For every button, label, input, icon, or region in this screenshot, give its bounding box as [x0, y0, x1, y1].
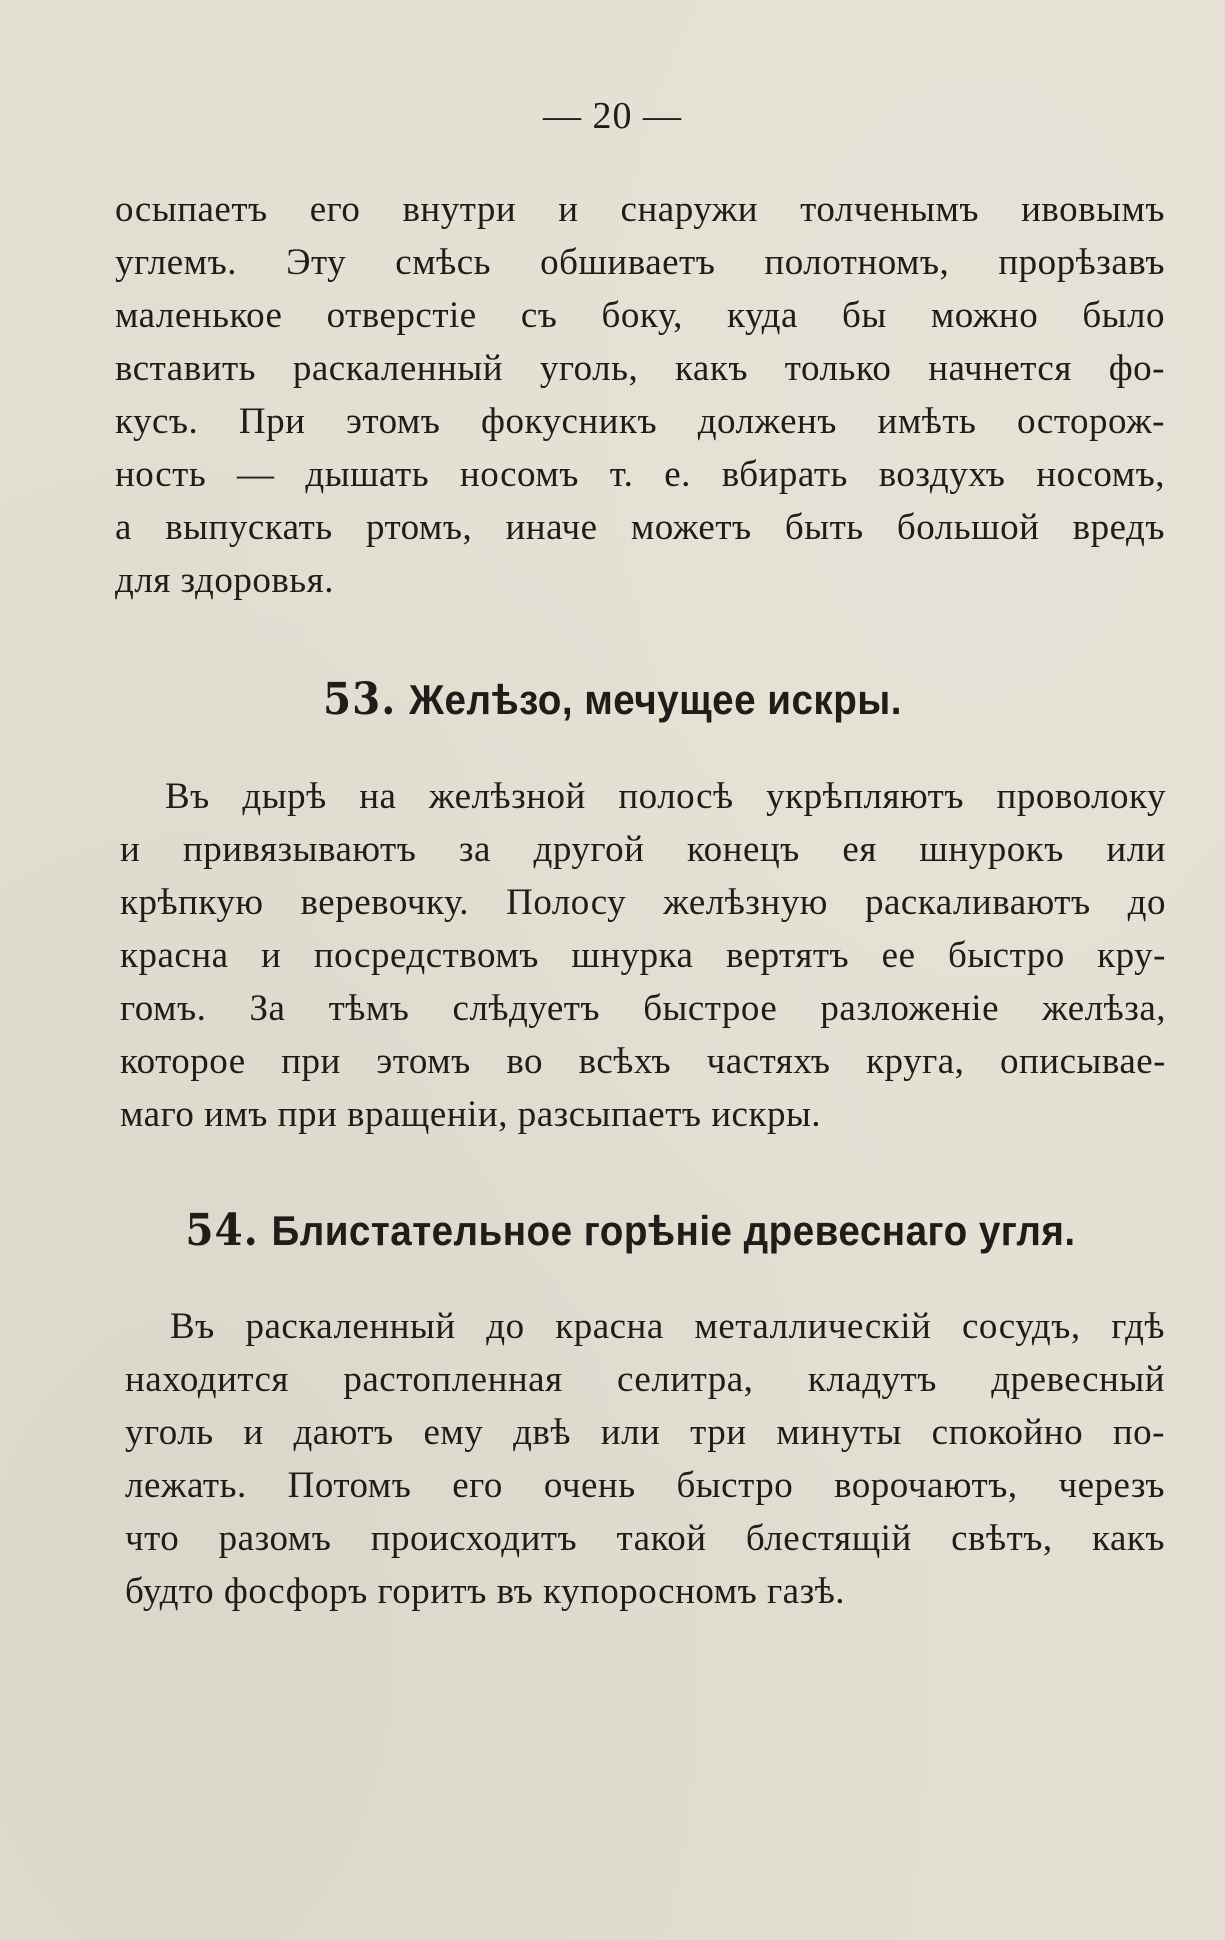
paragraph-iron-sparks [120, 770, 1166, 1141]
text-line: а выпускать ртомъ, иначе можетъ быть большой вредъ [115, 507, 1165, 548]
text-line: гомъ. За тѣмъ слѣдуетъ быстрое разложеніе желѣза, [120, 988, 1166, 1029]
section-title: Желѣзо, мечущее искры. [409, 676, 902, 723]
text-line: осыпаетъ его внутри и снаружи толченымъ ивовымъ [115, 189, 1165, 230]
text-line: что разомъ происходитъ такой блестящій свѣтъ, какъ [125, 1518, 1165, 1559]
text-line: лежать. Потомъ его очень быстро ворочаютъ, черезъ [125, 1465, 1165, 1506]
section-heading-54 [67, 1205, 1194, 1256]
text-line: углемъ. Эту смѣсь обшиваетъ полотномъ, прорѣзавъ [115, 242, 1165, 283]
section-number: 53. [323, 674, 397, 725]
paragraph-charcoal-burning [125, 1300, 1165, 1618]
text-line: вставить раскаленный уголь, какъ только начнется фо- [115, 348, 1165, 389]
text-line: кусъ. При этомъ фокусникъ долженъ имѣть осторож- [115, 401, 1165, 442]
text-line: маго имъ при вращеніи, разсыпаетъ искры. [120, 1094, 822, 1135]
page-number: — 20 — [543, 95, 682, 137]
paragraph-continuation [115, 183, 1165, 607]
text-line: маленькое отверстіе съ боку, куда бы можно было [115, 295, 1165, 336]
text-line: и привязываютъ за другой конецъ ея шнурокъ или [120, 829, 1166, 870]
text-line: красна и посредствомъ шнурка вертятъ ее быстро кру- [120, 935, 1166, 976]
text-line: которое при этомъ во всѣхъ частяхъ круга, описывае- [120, 1041, 1166, 1082]
text-line: для здоровья. [115, 560, 334, 601]
text-line: крѣпкую веревочку. Полосу желѣзную раскаливаютъ до [120, 882, 1166, 923]
text-line: ность — дышать носомъ т. е. вбирать воздухъ носомъ, [115, 454, 1165, 495]
text-line: Въ дырѣ на желѣзной полосѣ укрѣпляютъ проволоку [165, 776, 1166, 817]
text-line: Въ раскаленный до красна металлическій сосудъ, гдѣ [170, 1306, 1165, 1347]
section-heading-53 [49, 674, 1176, 725]
section-title: Блистательное горѣніе древеснаго угля. [271, 1207, 1076, 1254]
text-line: уголь и даютъ ему двѣ или три минуты спокойно по- [125, 1412, 1165, 1453]
text-line: будто фосфоръ горитъ въ купоросномъ газѣ. [125, 1571, 846, 1612]
text-line: находится растопленная селитра, кладутъ древесный [125, 1359, 1165, 1400]
section-number: 54. [185, 1205, 259, 1256]
